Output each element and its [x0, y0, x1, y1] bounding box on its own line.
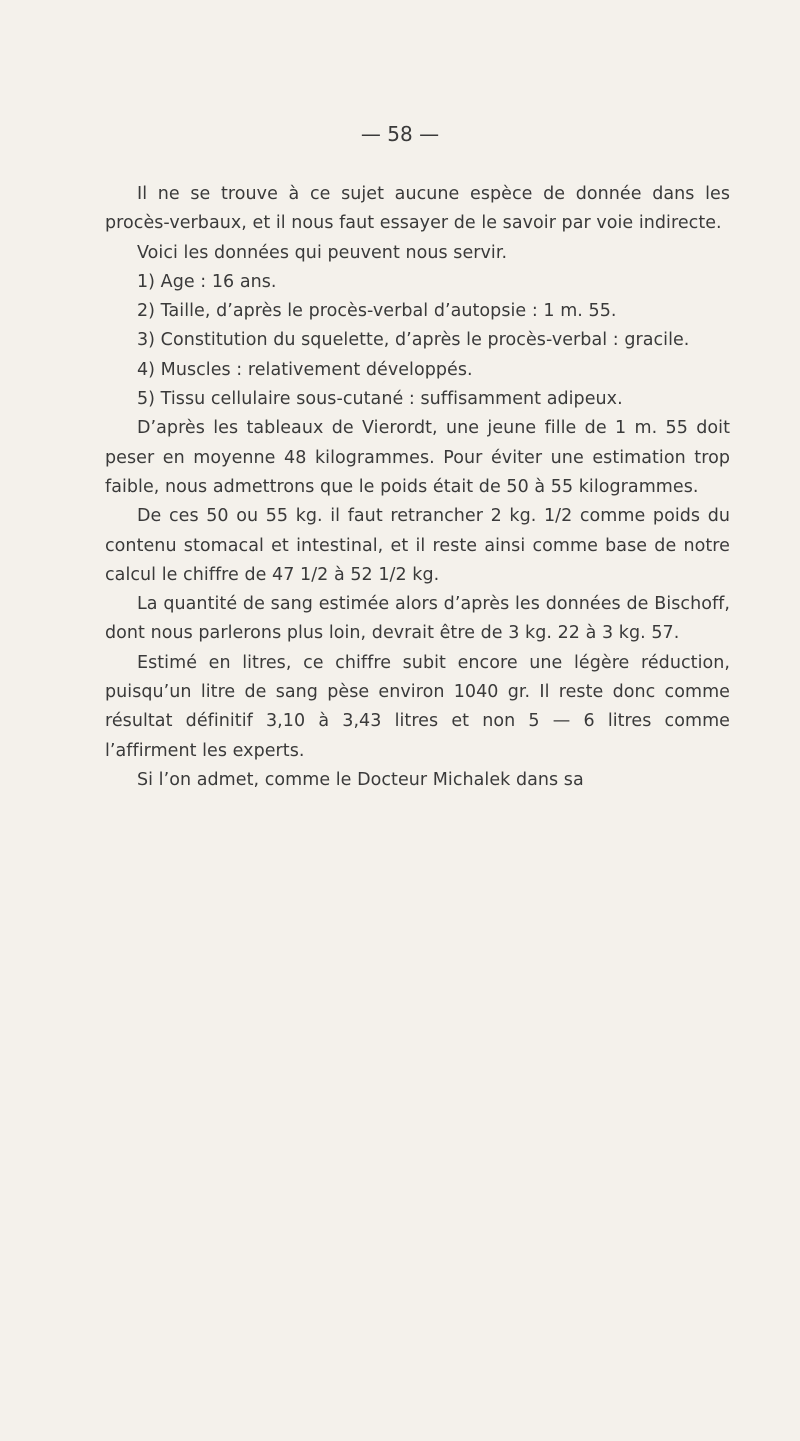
paragraph: Si l’on admet, comme le Docteur Michalek dans sa: [137, 769, 584, 790]
paragraph: Il ne se trouve à ce sujet aucune espèce de donnée dans les procès-verbaux, et il nous faut essayer de le savoir par voie indirecte.: [105, 184, 730, 234]
paragraph: D’après les tableaux de Vierordt, une jeune fille de 1 m. 55 doit peser en moyenne 48 kilogrammes. Pour éviter une estimation trop faible, nous admettrons que le poids était de 50 à 55 kilogrammes.: [105, 418, 730, 497]
list-item: 3) Constitution du squelette, d’après le procès-verbal : gracile.: [137, 330, 690, 351]
page-number: — 58 —: [360, 122, 440, 146]
body-text: [105, 180, 730, 795]
paragraph: Voici les données qui peuvent nous servir.: [137, 242, 508, 263]
list-item: 2) Taille, d’après le procès-verbal d’autopsie : 1 m. 55.: [137, 301, 617, 322]
paragraph: La quantité de sang estimée alors d’après les données de Bischoff, dont nous parlerons plus loin, devrait être de 3 kg. 22 à 3 kg. 57.: [105, 594, 730, 644]
list-item: 5) Tissu cellulaire sous-cutané : suffisamment adipeux.: [137, 389, 623, 410]
list-item: 1) Age : 16 ans.: [137, 271, 277, 292]
paragraph: De ces 50 ou 55 kg. il faut retrancher 2 kg. 1/2 comme poids du contenu stomacal et intestinal, et il reste ainsi comme base de notre calcul le chiffre de 47 1/2 à 52 1/2 kg.: [105, 506, 730, 585]
paragraph: Estimé en litres, ce chiffre subit encore une légère réduction, puisqu’un litre de sang pèse environ 1040 gr. Il reste donc comme résultat définitif 3,10 à 3,43 litres et non 5 — 6 litres comme l’affirment les experts.: [105, 652, 730, 761]
list-item: 4) Muscles : relativement développés.: [137, 359, 473, 380]
